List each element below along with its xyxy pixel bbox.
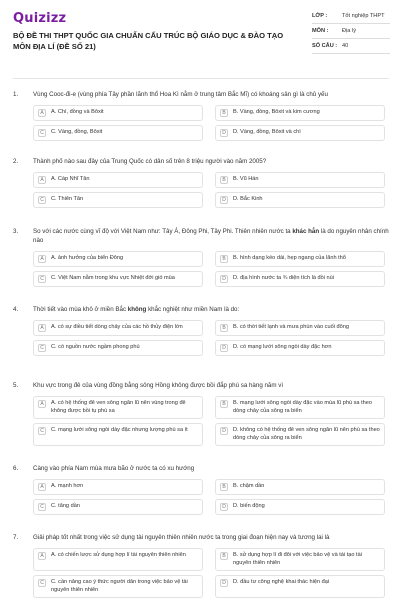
option-key: D — [220, 503, 228, 511]
option-text: D. đầu tư công nghệ khai thác hiện đại — [233, 579, 330, 586]
option-text: C. Vàng, đồng, Bôxit — [51, 129, 103, 135]
option-b[interactable] — [215, 396, 385, 419]
option-text: D. không có hệ thống đê ven sông ngăn lũ nên phù sa theo dòng chảy của sông ra biển — [233, 427, 380, 441]
meta-value: 40 — [342, 43, 349, 49]
option-text: B. có thời tiết lạnh và mưa phùn vào cuối đông — [233, 324, 349, 330]
option-key: C — [38, 427, 46, 435]
option-key: D — [220, 344, 228, 352]
option-text: D. địa hình nước ta ¾ diện tích là đồi núi — [233, 275, 335, 281]
question-number: 1. — [13, 91, 19, 98]
option-key: B — [220, 176, 228, 184]
option-text: D. Bắc Kinh — [233, 196, 263, 202]
meta-class — [312, 13, 390, 24]
question-text: Giải pháp tốt nhất trong việc sử dụng tài nguyên thiên nhiên nước ta trong giai đoạn hiện nay và tương lai là — [33, 534, 330, 541]
option-text: A. có chiến lược sử dụng hợp lí tài nguyên thiên nhiên — [51, 552, 186, 558]
question-text: Vùng Cooc-đi-e (vùng phía Tây phần lãnh thổ Hoa Kì nằm ở trung tâm Bắc Mĩ) có khoáng sản gì là chủ yếu — [33, 91, 328, 98]
option-text: B. hình dạng kéo dài, hẹp ngang của lãnh thổ — [233, 255, 346, 261]
option-d[interactable] — [215, 423, 385, 446]
option-text: B. Vũ Hán — [233, 176, 259, 182]
header-divider — [13, 78, 389, 79]
meta-value: Tốt nghiệp THPT — [342, 13, 385, 19]
option-key: D — [220, 196, 228, 204]
option-text: A. mạnh hơn — [51, 483, 84, 489]
question-6 — [13, 464, 389, 515]
option-d[interactable] — [215, 499, 385, 515]
question-number: 3. — [13, 228, 19, 235]
option-key: B — [220, 324, 228, 332]
option-c[interactable] — [33, 125, 203, 141]
option-text: B. chậm dần — [233, 483, 265, 489]
question-3 — [13, 227, 389, 287]
option-b[interactable] — [215, 320, 385, 336]
option-text: C. mạng lưới sông ngòi dày đặc nhưng lượng phù sa ít — [51, 427, 188, 434]
option-key: C — [38, 579, 46, 587]
question-5 — [13, 381, 389, 446]
option-a[interactable] — [33, 251, 203, 267]
option-text: B. mạng lưới sông ngòi dày đặc vào mùa lũ phù sa theo dòng chảy của sông ra biển — [233, 400, 372, 414]
option-text: D. có mạng lưới sông ngòi dày đặc hơn — [233, 344, 332, 350]
option-key: C — [38, 344, 46, 352]
option-key: C — [38, 275, 46, 283]
meta-label: SỐ CÂU : — [312, 43, 338, 49]
option-d[interactable] — [215, 192, 385, 208]
option-key: D — [220, 579, 228, 587]
option-d[interactable] — [215, 125, 385, 141]
option-key: D — [220, 129, 228, 137]
option-key: D — [220, 275, 228, 283]
option-text: C. Thiên Tân — [51, 196, 84, 202]
option-text: D. Vàng, đồng, Bôxit và chì — [233, 129, 301, 135]
option-key: B — [220, 400, 228, 408]
option-text: A. có sự điều tiết dòng chảy của các hồ thủy điện lớn — [51, 324, 183, 330]
worksheet-header — [0, 0, 400, 78]
option-a[interactable] — [33, 105, 203, 121]
option-key: A — [38, 255, 46, 263]
option-b[interactable] — [215, 105, 385, 121]
option-c[interactable] — [33, 192, 203, 208]
option-c[interactable] — [33, 340, 203, 356]
option-text: C. Việt Nam nằm trong khu vực Nhiệt đới gió mùa — [51, 275, 175, 281]
option-c[interactable] — [33, 271, 203, 287]
option-a[interactable] — [33, 320, 203, 336]
option-key: A — [38, 176, 46, 184]
option-text: C. có nguồn nước ngầm phong phú — [51, 344, 140, 350]
worksheet-title: BỘ ĐỀ THI THPT QUỐC GIA CHUẨN CẤU TRÚC BỘ GIÁO DỤC & ĐÀO TẠO MÔN ĐỊA LÍ (ĐỀ SỐ 21) — [13, 31, 284, 51]
option-a[interactable] — [33, 172, 203, 188]
question-text: Càng vào phía Nam mùa mưa bão ở nước ta có xu hướng — [33, 465, 195, 472]
meta-value: Địa lý — [342, 28, 356, 34]
meta-label: MÔN : — [312, 28, 329, 34]
option-text: A. có hệ thống đê ven sông ngăn lũ nên vùng trong đê không được bồi tụ phù sa — [51, 400, 186, 414]
option-b[interactable] — [215, 479, 385, 495]
option-c[interactable] — [33, 575, 203, 598]
emphasis-text: khác hẳn — [292, 228, 320, 235]
option-d[interactable] — [215, 340, 385, 356]
option-d[interactable] — [215, 271, 385, 287]
option-text: C. tăng dần — [51, 503, 80, 509]
option-key: C — [38, 196, 46, 204]
option-text: D. biến động — [233, 503, 265, 509]
option-b[interactable] — [215, 172, 385, 188]
option-key: A — [38, 400, 46, 408]
question-text: Thành phố nào sau đây của Trung Quốc có dân số trên 8 triệu người vào năm 2005? — [33, 158, 267, 165]
option-key: B — [220, 483, 228, 491]
option-key: A — [38, 109, 46, 117]
option-key: C — [38, 503, 46, 511]
worksheet-meta — [312, 13, 390, 58]
question-number: 5. — [13, 382, 19, 389]
option-key: B — [220, 552, 228, 560]
option-b[interactable] — [215, 548, 385, 571]
option-key: C — [38, 129, 46, 137]
question-2 — [13, 157, 389, 208]
option-a[interactable] — [33, 548, 203, 571]
question-text: Thời tiết vào mùa khô ở miền Bắc không khắc nghiệt như miền Nam là do: — [33, 306, 240, 313]
question-text: So với các nước cùng vĩ độ với Việt Nam như: Tây Á, Đông Phi, Tây Phi. Thiên nhiên nước ta khác hẳn là do nguyên nhân chính nào — [33, 228, 389, 244]
option-a[interactable] — [33, 396, 203, 419]
option-key: A — [38, 324, 46, 332]
question-number: 2. — [13, 158, 19, 165]
option-key: A — [38, 483, 46, 491]
option-text: A. Chì, đồng và Bôxit — [51, 109, 104, 115]
option-key: B — [220, 109, 228, 117]
option-b[interactable] — [215, 251, 385, 267]
quizizz-logo: Quizizz — [13, 11, 67, 26]
question-7 — [13, 533, 389, 598]
question-text: Khu vực trong đê của vùng đồng bằng sông Hồng không được bồi đắp phù sa hàng năm vì — [33, 382, 284, 389]
question-4 — [13, 305, 389, 356]
option-text: A. Cáp Nhĩ Tân — [51, 176, 90, 182]
question-number: 6. — [13, 465, 19, 472]
question-1 — [13, 90, 389, 141]
meta-label: LỚP : — [312, 13, 328, 19]
option-text: B. sử dụng hợp lí đi đôi với việc bảo vệ và tái tạo tài nguyên thiên nhiên — [233, 552, 362, 566]
option-c[interactable] — [33, 423, 203, 446]
meta-question-count — [312, 43, 390, 54]
question-number: 4. — [13, 306, 19, 313]
option-a[interactable] — [33, 479, 203, 495]
option-key: D — [220, 427, 228, 435]
option-text: C. cần nâng cao ý thức người dân trong việc bảo vệ tài nguyên thiên nhiên — [51, 579, 188, 593]
option-key: B — [220, 255, 228, 263]
option-c[interactable] — [33, 499, 203, 515]
emphasis-text: không — [127, 306, 147, 313]
option-key: A — [38, 552, 46, 560]
option-text: A. ảnh hưởng của biển Đông — [51, 255, 124, 261]
meta-subject — [312, 28, 390, 39]
question-number: 7. — [13, 534, 19, 541]
option-text: B. Vàng, đồng, Bôxit và kim cương — [233, 109, 320, 115]
option-d[interactable] — [215, 575, 385, 598]
